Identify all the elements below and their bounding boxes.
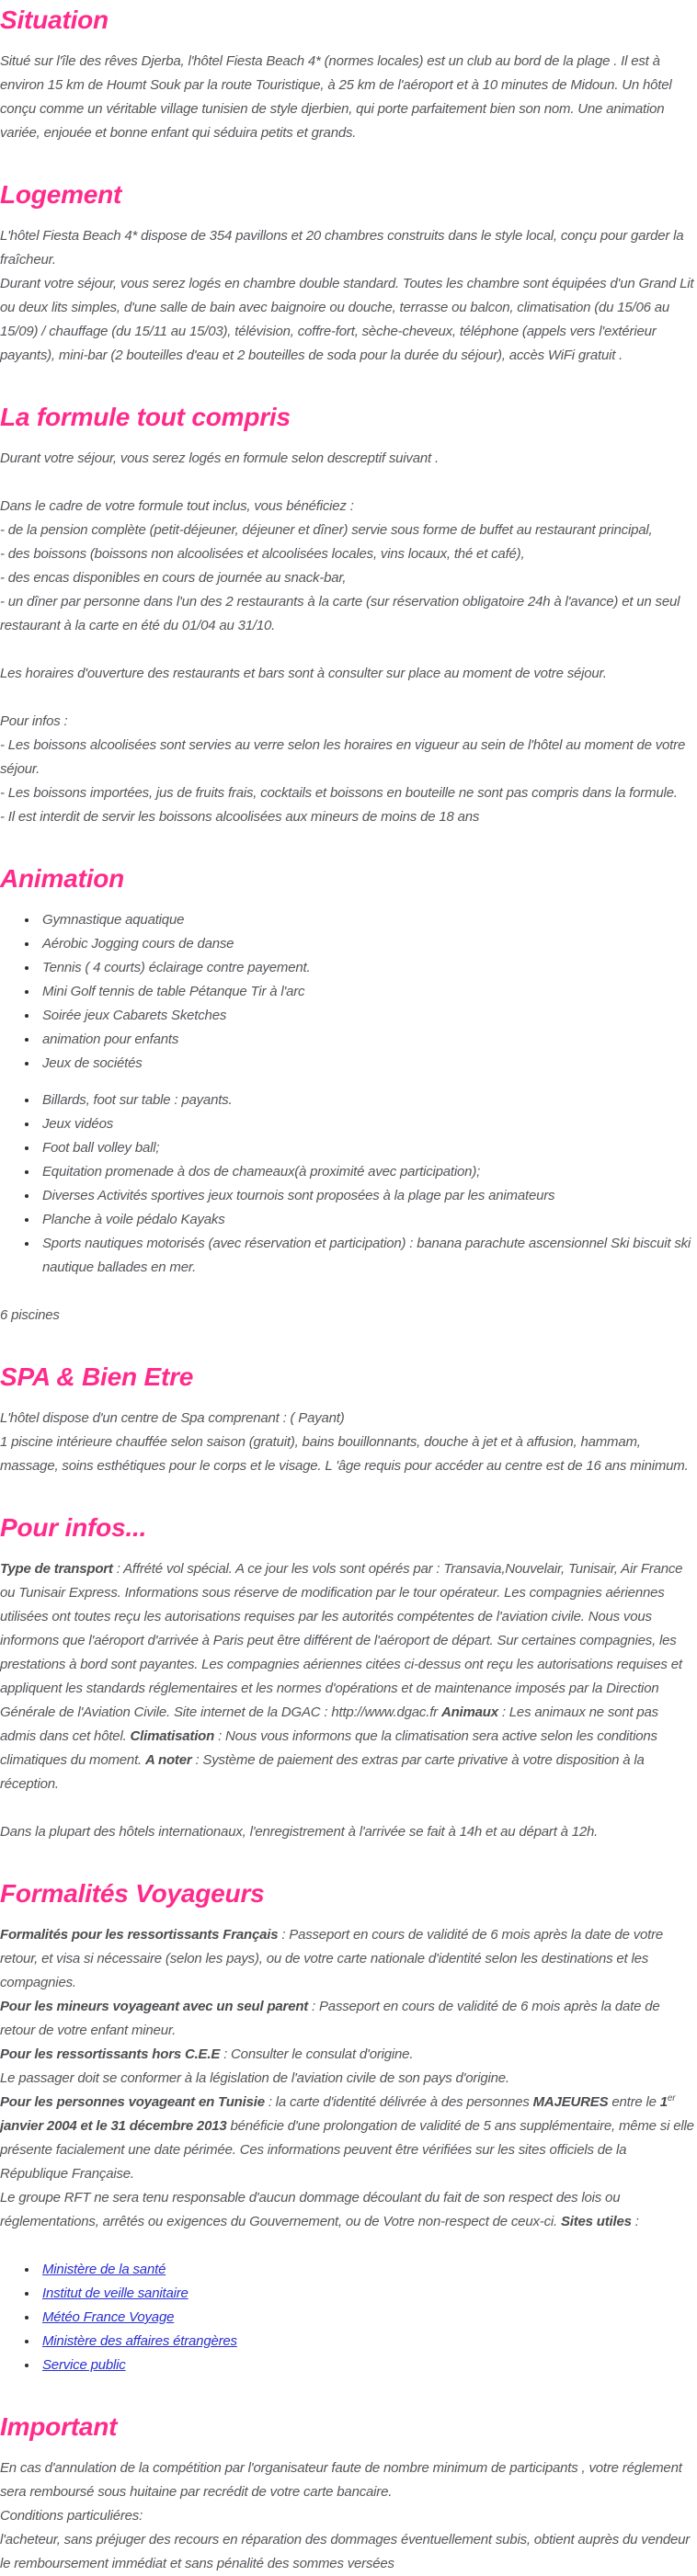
animation-piscines: 6 piscines — [0, 1307, 60, 1323]
link-institut-veille-sanitaire[interactable]: Institut de veille sanitaire — [42, 2285, 189, 2301]
formalites-hors-cee: Pour les ressortissants hors C.E.E : Consulter le consulat d'origine. — [0, 2046, 414, 2062]
animation-list-1 — [0, 908, 697, 1076]
spa-title: SPA & Bien Etre — [0, 1362, 194, 1391]
hotel-description-page — [0, 6, 697, 2576]
list-item: • Equitation promenade à dos de chameaux(à proximité avec participation); — [39, 1160, 697, 1184]
formule-item-diner: - un dîner par personne dans l'un des 2 restaurants à la carte (sur réservation obligatoire 24h à l'avance) et un seul restaurant à la carte en été du 01/04 au 31/10. — [0, 594, 680, 633]
formule-info-importees: - Les boissons importées, jus de fruits frais, cocktails et boissons en bouteille ne sont pas compris dans la formule. — [0, 785, 678, 801]
important-conditions-text: l'acheteur, sans préjuger des recours en réparation des dommages éventuellement subis, obtient auprès du vendeur le remboursement immédiat et sans pénalité des sommes versées — [0, 2532, 691, 2571]
transport-paragraph: Type de transport : Affrété vol spécial. A ce jour les vols sont opérés par : Transavia,Nouvelair, Tunisair, Air France ou Tunisair Express. Informations sous réserve de modification par le tour opérateur. Les compagnies aériennes utilisées ont toutes reçu les autorisations requises par les autorités compétentes de l'aviation civile. Nous vous informons que l'aéroport d'arrivée à Paris peut être différent de l'aéroport de départ. Sur certaines compagnies, les prestations à bord sont payantes. Les compagnies aériennes citées ci-dessus ont reçu les autorisations requises et appliquent les standards réglementaires et les normes d'opérations et de maintenance imposés par la Direction Générale de l'Aviation Civile. Site internet de la DGAC : http://www.dgac.fr Animaux : Les animaux ne sont pas admis dans cet hôtel. Climatisation : Nous vous informons que la climatisation sera active selon les conditions climatiques du moment. A noter : Système de paiement des extras par carte privative à votre disposition à la réception. — [0, 1561, 683, 1792]
section-formalites — [0, 1879, 697, 2377]
list-item: • Soirée jeux Cabarets Sketches — [39, 1004, 697, 1028]
formule-info-verre: - Les boissons alcoolisées sont servies au verre selon les horaires en vigueur au sein de l'hôtel au moment de votre séjour. — [0, 737, 686, 777]
link-ministere-sante[interactable]: Ministère de la santé — [42, 2262, 166, 2277]
link-meteo-france-voyage[interactable]: Météo France Voyage — [42, 2309, 175, 2325]
formule-benefits-intro: Dans le cadre de votre formule tout inclus, vous bénéficiez : — [0, 498, 354, 514]
list-item: • Tennis ( 4 courts) éclairage contre payement. — [39, 956, 697, 980]
spacer — [0, 2234, 697, 2258]
important-conditions-label: Conditions particuliéres: — [0, 2508, 143, 2524]
formule-horaires: Les horaires d'ouverture des restaurants et bars sont à consulter sur place au moment de votre séjour. — [0, 666, 607, 681]
animation-title: Animation — [0, 864, 125, 893]
spa-paragraph-2: 1 piscine intérieure chauffée selon saison (gratuit), bains bouillonnants, douche à jet et à affusion, hammam, massage, soins esthétiques pour le corps et le visage. L 'âge requis pour accéder au centre est de 16 ans minimum. — [0, 1434, 689, 1474]
list-item — [39, 2354, 697, 2377]
list-item — [39, 2258, 697, 2282]
formalites-rft: Le groupe RFT ne sera tenu responsable d'aucun dommage découlant du fait de son respect des lois ou réglementations, arrêtés ou exigences du Gouvernement, ou de Votre non-respect de ceux-ci. Sites utiles : — [0, 2190, 639, 2229]
animation-list-2 — [0, 1089, 697, 1280]
list-item — [39, 2330, 697, 2354]
list-item: • Jeux vidéos — [39, 1112, 697, 1136]
formule-info-mineurs: - Il est interdit de servir les boissons alcoolisées aux mineurs de moins de 18 ans — [0, 809, 480, 825]
situation-paragraph: Situé sur l'île des rêves Djerba, l'hôtel Fiesta Beach 4* (normes locales) est un club au bord de la plage . Il est à environ 15 km de Houmt Souk par la route Touristique, à 25 km de l'aéroport et à 10 minutes de Midoun. Un hôtel conçu comme un véritable village tunisien de style djerbien, qui porte parfaitement bien son nom. Une animation variée, enjouée et bonne enfant qui séduira petits et grands. — [0, 53, 672, 141]
checkin-paragraph: Dans la plupart des hôtels internationaux, l'enregistrement à l'arrivée se fait à 14h et au départ à 12h. — [0, 1824, 599, 1840]
section-pour-infos — [0, 1513, 697, 1844]
spacer — [0, 1076, 697, 1089]
list-item: • Diverses Activités sportives jeux tournois sont proposées à la plage par les animateurs — [39, 1184, 697, 1208]
list-item — [39, 2282, 697, 2306]
list-item: • Sports nautiques motorisés (avec réservation et participation) : banana parachute ascensionnel Ski biscuit ski nautique ballades en mer. — [39, 1232, 697, 1280]
spacer — [0, 686, 697, 710]
formalites-aviation: Le passager doit se conformer à la législation de l'aviation civile de son pays d'origine. — [0, 2070, 509, 2086]
formalites-title: Formalités Voyageurs — [0, 1879, 265, 1908]
formalites-francais: Formalités pour les ressortissants Français : Passeport en cours de validité de 6 mois après la date de votre retour, et visa si nécessaire (selon les pays), ou de votre carte nationale d'identité selon les destinations et les compagnies. — [0, 1927, 664, 1990]
useful-links-list — [0, 2258, 697, 2377]
list-item: • Billards, foot sur table : payants. — [39, 1089, 697, 1112]
a-noter-label: A noter — [144, 1752, 192, 1768]
list-item: • animation pour enfants — [39, 1028, 697, 1052]
spacer — [0, 1796, 697, 1820]
list-item — [39, 2306, 697, 2330]
spacer — [0, 638, 697, 662]
list-item: • Jeux de sociétés — [39, 1052, 697, 1076]
formule-title: La formule tout compris — [0, 403, 291, 431]
formule-item-encas: - des encas disponibles en cours de journée au snack-bar, — [0, 570, 347, 586]
climatisation-label: Climatisation — [130, 1728, 215, 1744]
list-item: • Foot ball volley ball; — [39, 1136, 697, 1160]
pour-infos-title: Pour infos... — [0, 1513, 147, 1542]
section-logement — [0, 180, 697, 368]
logement-paragraph-2: Durant votre séjour, vous serez logés en chambre double standard. Toutes les chambre sont équipées d'un Grand Lit ou deux lits simples, d'une salle de bain avec baignoire ou douche, terrasse ou balcon, climatisation (du 15/06 au 15/09) / chauffage (du 15/11 au 15/03), télévision, coffre-fort, sèche-cheveux, téléphone (appels vers l'extérieur payants), mini-bar (2 bouteilles d'eau et 2 bouteilles de soda pour la durée du séjour), accès WiFi gratuit . — [0, 276, 694, 363]
list-item: • Gymnastique aquatique — [39, 908, 697, 932]
section-animation — [0, 864, 697, 1328]
superscript-er: er — [667, 2093, 676, 2103]
formule-intro: Durant votre séjour, vous serez logés en formule selon descreptif suivant . — [0, 450, 439, 466]
animaux-label: Animaux — [440, 1704, 498, 1720]
spacer — [0, 1280, 697, 1304]
formule-item-pension: - de la pension complète (petit-déjeuner, déjeuner et dîner) servie sous forme de buffet au restaurant principal, — [0, 522, 653, 538]
transport-label: Type de transport — [0, 1561, 113, 1577]
section-formule — [0, 403, 697, 829]
logement-title: Logement — [0, 180, 122, 209]
important-title: Important — [0, 2412, 118, 2441]
list-item: • Mini Golf tennis de table Pétanque Tir à l'arc — [39, 980, 697, 1004]
logement-paragraph-1: L'hôtel Fiesta Beach 4* dispose de 354 pavillons et 20 chambres construits dans le style local, conçu pour garder la fraîcheur. — [0, 228, 684, 268]
section-important — [0, 2412, 697, 2576]
list-item: • Planche à voile pédalo Kayaks — [39, 1208, 697, 1232]
formule-pour-infos-label: Pour infos : — [0, 713, 68, 729]
formalites-tunisie: Pour les personnes voyageant en Tunisie : la carte d'identité délivrée à des personnes MAJEURES entre le 1er janvier 2004 et le 31 décembre 2013 bénéficie d'une prolongation de validité de 5 ans supplémentaire, même si elle présente facialement une date périmée. Ces informations peuvent être vérifiées sur les sites officiels de la République Française. — [0, 2093, 694, 2182]
spa-paragraph-1: L'hôtel dispose d'un centre de Spa comprenant : ( Payant) — [0, 1410, 345, 1426]
link-service-public[interactable]: Service public — [42, 2357, 126, 2373]
sites-utiles-label: Sites utiles — [560, 2214, 632, 2229]
formalites-mineurs: Pour les mineurs voyageant avec un seul parent : Passeport en cours de validité de 6 mois après la date de retour de votre enfant mineur. — [0, 1999, 660, 2038]
spacer — [0, 471, 697, 495]
link-ministere-affaires-etrangeres[interactable]: Ministère des affaires étrangères — [42, 2333, 237, 2349]
section-situation — [0, 6, 697, 145]
list-item: • Aérobic Jogging cours de danse — [39, 932, 697, 956]
important-annulation: En cas d'annulation de la compétition par l'organisateur faute de nombre minimum de participants , votre réglement sera remboursé sous huitaine par recrédit de votre carte bancaire. — [0, 2460, 682, 2500]
situation-title: Situation — [0, 6, 109, 34]
formule-item-boissons: - des boissons (boissons non alcoolisées et alcoolisées locales, vins locaux, thé et café), — [0, 546, 525, 562]
section-spa — [0, 1362, 697, 1478]
